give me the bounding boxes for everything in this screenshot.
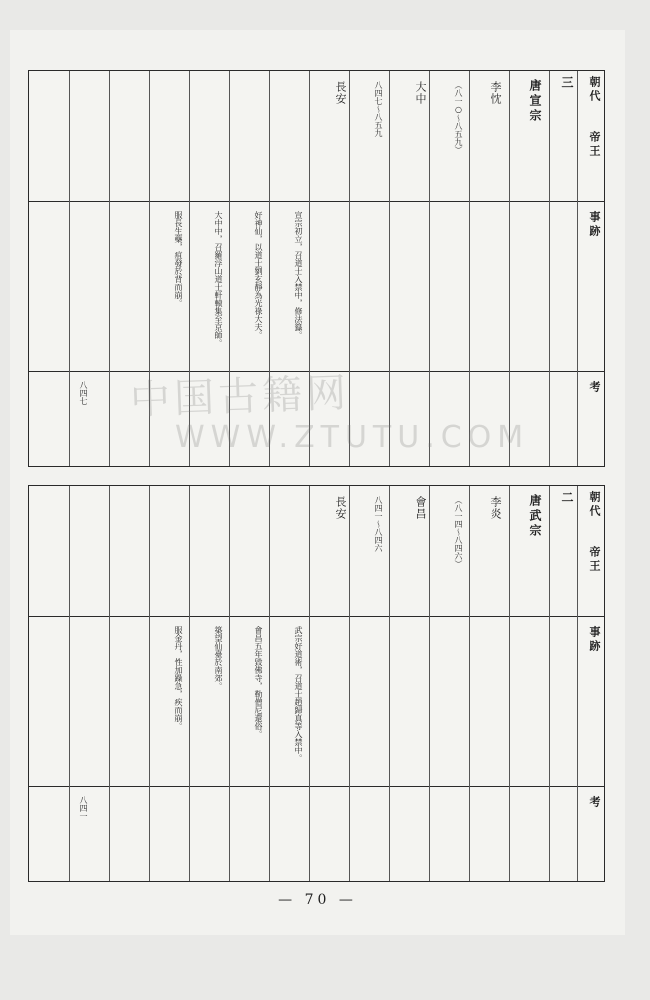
emperor-years: （八一四～八四六） — [454, 496, 463, 568]
label-deeds: 事跡 — [588, 626, 601, 654]
note-text: 八四一 — [79, 796, 88, 820]
emperor-number: 三 — [560, 76, 574, 88]
deed-item: 武宗好道術，召道士趙歸真等入禁中。 — [294, 626, 303, 762]
label-note: 考 — [588, 381, 601, 395]
deed-item: 好神仙，以道士劉玄靜為光祿大夫。 — [254, 211, 263, 339]
watermark-text: 中国古籍网 — [129, 370, 351, 424]
label-dynasty: 朝代 — [588, 491, 601, 519]
emperor-title: 唐武宗 — [528, 494, 542, 539]
reign-dates: 八四一～八四六 — [374, 496, 383, 552]
deed-item: 會昌五年毀佛寺，勒僧尼還俗。 — [254, 626, 263, 738]
capital: 長安 — [334, 81, 347, 105]
page-number: — 70 — — [278, 892, 357, 908]
note-text: 八四七 — [79, 381, 88, 405]
deed-item: 服長生藥，疽發於背而崩。 — [174, 211, 183, 307]
reign-dates: 八四七～八五九 — [374, 81, 383, 137]
watermark-url: WWW.ZTUTU.COM — [175, 420, 530, 455]
table-bottom — [28, 485, 605, 882]
scanned-page — [10, 30, 625, 935]
label-deeds: 事跡 — [588, 211, 601, 239]
capital: 長安 — [334, 496, 347, 520]
deed-item: 宣宗初立，召道士入禁中，修法籙。 — [294, 211, 303, 339]
label-dynasty: 朝代 — [588, 76, 601, 104]
emperor-name: 李忱 — [489, 81, 502, 105]
reign-title: 大中 — [414, 81, 427, 105]
reign-title: 會昌 — [414, 496, 427, 520]
label-emperor: 帝王 — [588, 131, 601, 159]
deed-item: 築望仙臺於南郊。 — [214, 626, 223, 690]
deed-item: 大中中，召羅浮山道士軒轅集至京師。 — [214, 211, 223, 347]
deed-item: 服金丹，性加躁急，疾而崩。 — [174, 626, 183, 730]
emperor-name: 李炎 — [489, 496, 502, 520]
label-note: 考 — [588, 796, 601, 810]
emperor-title: 唐宣宗 — [528, 79, 542, 124]
label-emperor: 帝王 — [588, 546, 601, 574]
emperor-number: 二 — [560, 491, 574, 503]
emperor-years: （八一○～八五九） — [454, 81, 463, 154]
